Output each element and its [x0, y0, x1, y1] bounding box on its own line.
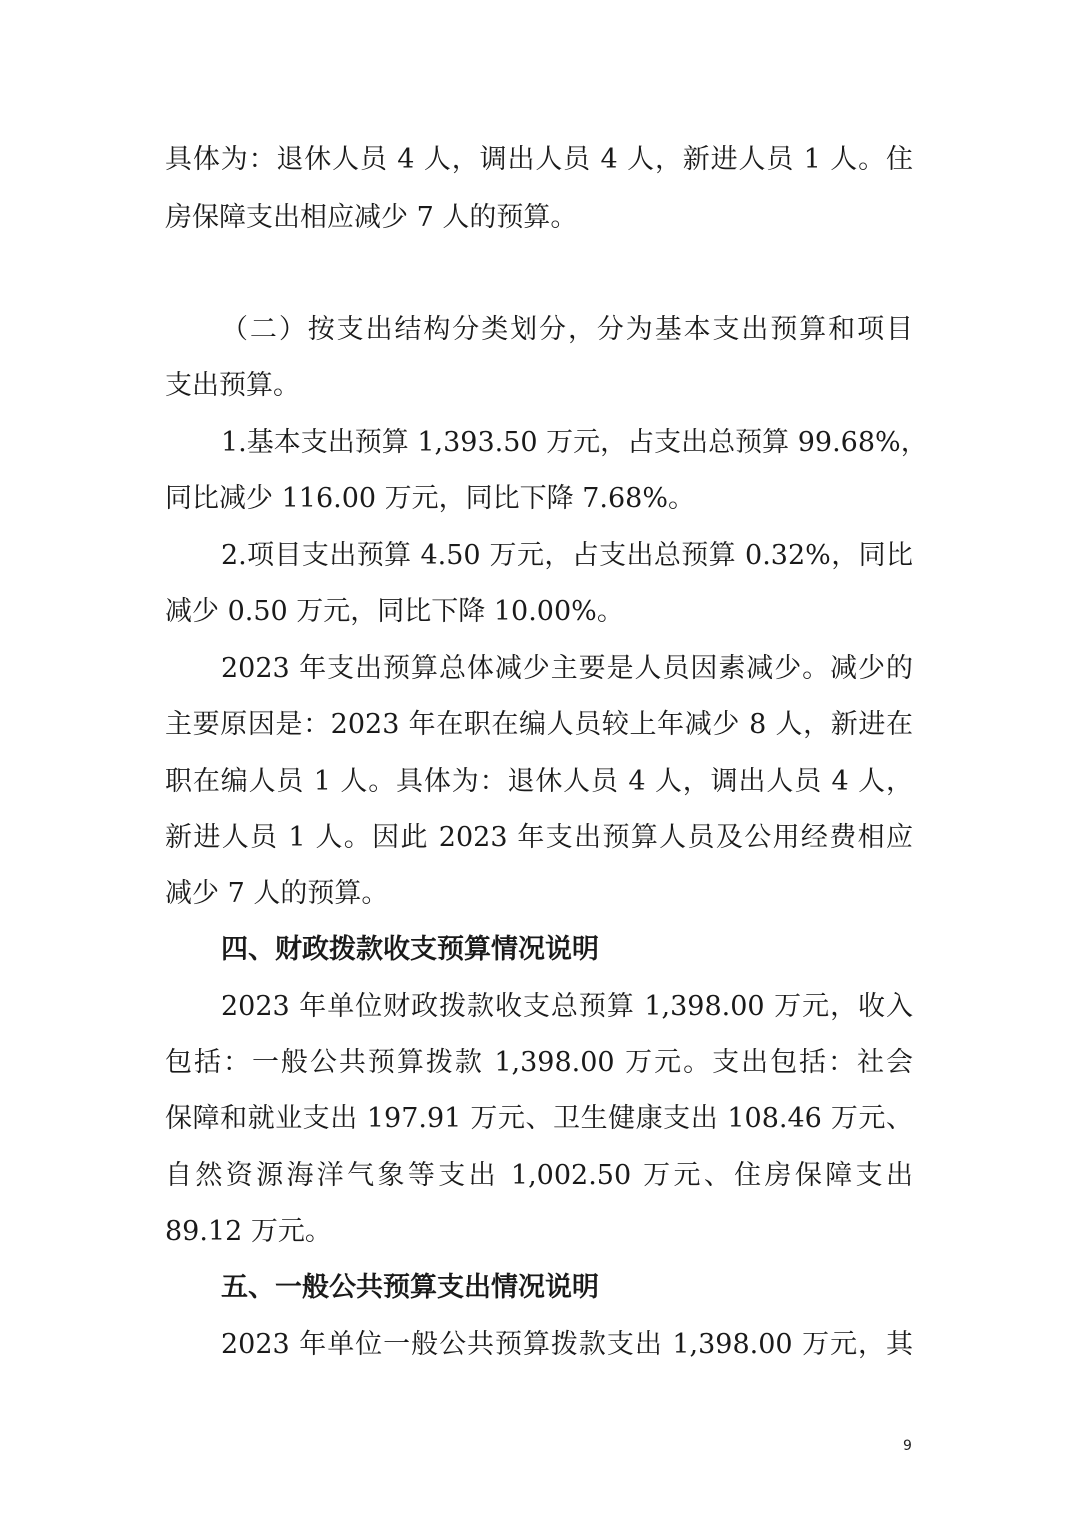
- page-number: 9: [903, 1438, 912, 1454]
- paragraph-line: 减少 7 人的预算。: [165, 878, 389, 909]
- paragraph-line: 减少 0.50 万元，同比下降 10.00%。: [165, 596, 624, 627]
- paragraph-line: 支出预算。: [165, 370, 300, 401]
- paragraph-line: 主要原因是：2023 年在职在编人员较上年减少 8 人，新进在: [165, 709, 913, 740]
- paragraph-line: 2023 年单位财政拨款收支总预算 1,398.00 万元，收入: [221, 991, 913, 1022]
- paragraph-line: 89.12 万元。: [165, 1216, 332, 1247]
- paragraph-line: 2023 年支出预算总体减少主要是人员因素减少。减少的: [221, 653, 913, 684]
- section-heading: 五、一般公共预算支出情况说明: [221, 1272, 599, 1303]
- paragraph-line: 包括：一般公共预算拨款 1,398.00 万元。支出包括：社会: [165, 1047, 913, 1078]
- paragraph-line: 具体为：退休人员 4 人，调出人员 4 人，新进人员 1 人。住: [165, 144, 913, 175]
- paragraph-line: 新进人员 1 人。因此 2023 年支出预算人员及公用经费相应: [165, 822, 913, 853]
- paragraph-line: 自然资源海洋气象等支出 1,002.50 万元、住房保障支出: [165, 1160, 913, 1191]
- paragraph-line: 房保障支出相应减少 7 人的预算。: [165, 202, 578, 233]
- section-heading: 四、财政拨款收支预算情况说明: [221, 934, 599, 965]
- paragraph-line: 职在编人员 1 人。具体为：退休人员 4 人，调出人员 4 人，: [165, 766, 913, 797]
- paragraph-line: 2023 年单位一般公共预算拨款支出 1,398.00 万元，其: [221, 1329, 913, 1360]
- paragraph-line: 同比减少 116.00 万元，同比下降 7.68%。: [165, 483, 695, 514]
- paragraph-line: 保障和就业支出 197.91 万元、卫生健康支出 108.46 万元、: [165, 1103, 913, 1134]
- paragraph-line: 2.项目支出预算 4.50 万元，占支出总预算 0.32%，同比: [221, 540, 913, 571]
- paragraph-line: （二）按支出结构分类划分，分为基本支出预算和项目: [221, 314, 913, 345]
- paragraph-line: 1.基本支出预算 1,393.50 万元，占支出总预算 99.68%，: [221, 427, 928, 458]
